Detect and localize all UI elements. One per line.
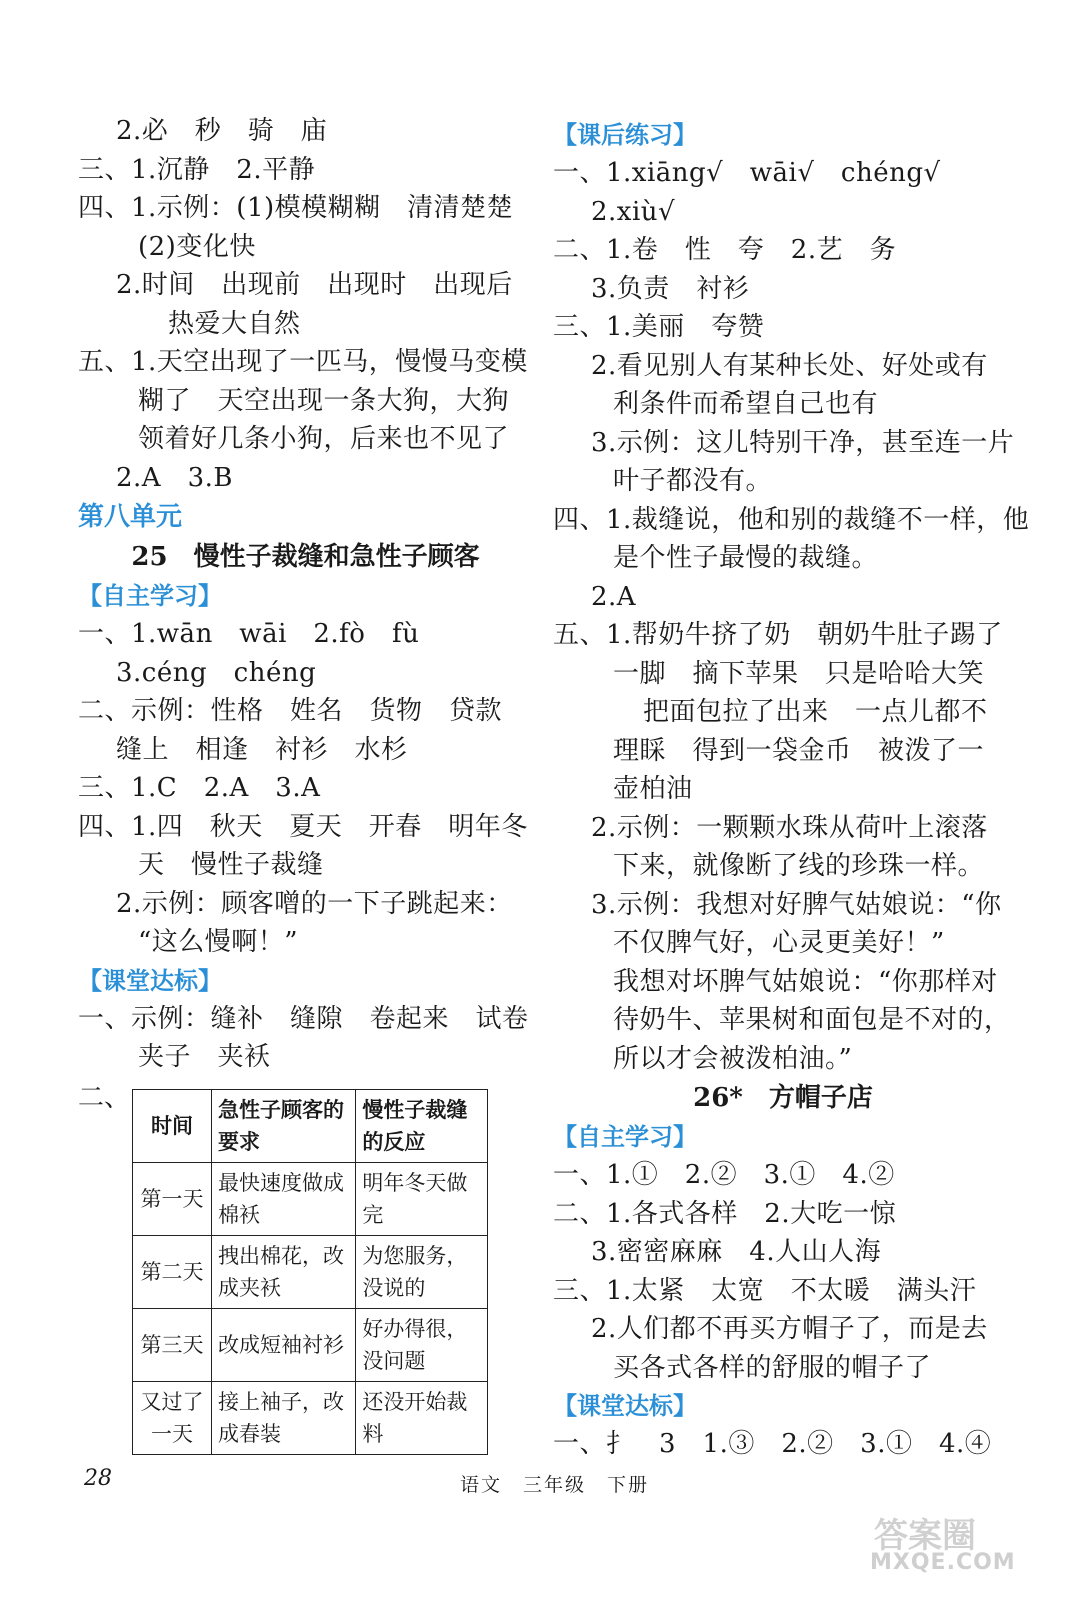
table-cell: 第三天 (133, 1308, 212, 1381)
table-cell: 好办得很，没问题 (356, 1308, 488, 1381)
answer-line: 壶柏油 (613, 774, 693, 804)
lesson-title: 26* 方帽子店 (693, 1083, 873, 1113)
answer-line: 一、1.wān wāi 2.fò fù (78, 619, 420, 649)
right-column (553, 116, 1030, 1464)
table-cell: 为您服务，没说的 (356, 1235, 488, 1308)
answer-line: 下来，就像断了线的珍珠一样。 (613, 851, 985, 881)
table-cell: 接上袖子，改成春装 (212, 1381, 356, 1454)
answer-line: 3.密密麻麻 4.人山人海 (591, 1237, 882, 1267)
table-cell: 第一天 (133, 1162, 212, 1235)
answer-line: 三、1.C 2.A 3.A (78, 773, 321, 803)
answer-line: 3.céng chéng (116, 657, 317, 688)
answer-line: 2.人们都不再买方帽子了，而是去 (591, 1314, 988, 1344)
table-cell: 第二天 (133, 1235, 212, 1308)
table-cell: 拽出棉花，改成夹袄 (212, 1235, 356, 1308)
answer-line: 不仅脾气好，心灵更美好！” (613, 928, 945, 958)
answer-line: 糊了 天空出现一条大狗，大狗 (138, 385, 510, 416)
page-number: 28 (84, 1466, 112, 1491)
answer-line: 所以才会被泼柏油。” (613, 1043, 853, 1074)
table-header-cell: 时间 (133, 1089, 212, 1162)
section-heading: 【自主学习】 (553, 1123, 697, 1151)
answer-line: 把面包拉了出来 一点儿都不 (643, 697, 988, 727)
answer-line: 2.A 3.B (116, 462, 233, 493)
answer-line: 热爱大自然 (168, 308, 301, 339)
answer-line: 领着好几条小狗，后来也不见了 (138, 424, 510, 454)
lesson-title: 25 慢性子裁缝和急性子顾客 (131, 542, 480, 572)
answer-line: 3.负责 衬衫 (591, 273, 750, 304)
table-cell: 最快速度做成棉袄 (212, 1162, 356, 1235)
answer-line: 夹子 夹袄 (138, 1042, 271, 1072)
answer-line: 待奶牛、苹果树和面包是不对的， (613, 1005, 1011, 1035)
answer-line: 四、1.裁缝说，他和别的裁缝不一样，他 (553, 504, 1030, 535)
book-info: 语文 三年级 下册 (460, 1474, 650, 1496)
answer-line: 二、示例：性格 姓名 货物 贷款 (78, 696, 503, 726)
table-row (133, 1235, 488, 1308)
left-column (78, 112, 533, 1467)
answer-line: 四、1.四 秋天 夏天 开春 明年冬 (78, 811, 528, 842)
table-cell: 明年冬天做完 (356, 1162, 488, 1235)
answer-line: 一、示例：缝补 缝隙 卷起来 试卷 (78, 1003, 529, 1034)
answer-line: “这么慢啊！” (138, 927, 299, 957)
section-heading: 【课后练习】 (553, 121, 697, 149)
answer-line: 2.时间 出现前 出现时 出现后 (116, 270, 513, 300)
answer-line: 3.示例：我想对好脾气姑娘说：“你 (591, 889, 1002, 920)
answer-line: 三、1.美丽 夸赞 (553, 312, 765, 342)
answer-line: 一脚 摘下苹果 只是哈哈大笑 (613, 658, 985, 689)
watermark-url: MXQE.COM (870, 1550, 1016, 1575)
answer-line: (2)变化快 (138, 231, 256, 262)
answer-line: 买各式各样的舒服的帽子了 (613, 1352, 932, 1383)
answer-table (132, 1089, 488, 1455)
answer-line: 五、1.帮奶牛挤了奶 朝奶牛肚子踢了 (553, 620, 1003, 650)
section-heading: 【自主学习】 (78, 582, 222, 610)
table-header-cell: 急性子顾客的要求 (212, 1089, 356, 1162)
answer-line: 理睬 得到一袋金币 被泼了一 (613, 735, 985, 766)
answer-line: 利条件而希望自己也有 (613, 389, 879, 419)
answer-line: 是个性子最慢的裁缝。 (613, 543, 879, 573)
answer-line: 五、1.天空出现了一匹马，慢慢马变模 (78, 347, 528, 377)
unit-title: 第八单元 (78, 502, 183, 532)
section-heading: 【课堂达标】 (78, 966, 222, 995)
answer-line: 一、1.xiāng√ wāi√ chéng√ (553, 158, 941, 188)
table-row (133, 1162, 488, 1235)
answer-line: 2.示例：一颗颗水珠从荷叶上滚落 (591, 812, 988, 843)
answer-line: 一、扌 3 1.③ 2.② 3.① 4.④ (553, 1429, 992, 1459)
answer-line: 缝上 相逢 衬衫 水杉 (116, 734, 408, 765)
table-cell: 改成短袖衬衫 (212, 1308, 356, 1381)
answer-line: 二、1.各式各样 2.大吃一惊 (553, 1198, 897, 1229)
table-header-cell: 慢性子裁缝的反应 (356, 1089, 488, 1162)
answer-line: 2.xiù√ (591, 196, 676, 227)
answer-line: 二、1.卷 性 夸 2.艺 务 (553, 235, 897, 265)
table-question-number: 二、 (78, 1082, 131, 1113)
answer-line: 三、1.太紧 太宽 不太暖 满头汗 (553, 1275, 977, 1306)
watermark-logo: 答案圈 (874, 1516, 976, 1556)
answer-line: 2.示例：顾客噌的一下子跳起来： (116, 888, 513, 919)
table-cell: 又过了一天 (133, 1381, 212, 1454)
answer-line: 2.A (591, 581, 637, 612)
page-footer (0, 1466, 1065, 1506)
answer-table-block (78, 1077, 533, 1467)
table-cell: 还没开始裁料 (356, 1381, 488, 1454)
answer-line: 2.看见别人有某种长处、好处或有 (591, 350, 988, 381)
table-row (133, 1381, 488, 1454)
answer-line: 3.示例：这儿特别干净，甚至连一片 (591, 427, 1015, 458)
table-row (133, 1308, 488, 1381)
answer-line: 四、1.示例：(1)模模糊糊 清清楚楚 (78, 193, 514, 223)
table-header-row (133, 1089, 488, 1162)
answer-line: 叶子都没有。 (613, 466, 773, 496)
answer-line: 三、1.沉静 2.平静 (78, 154, 316, 185)
answer-line: 一、1.① 2.② 3.① 4.② (553, 1160, 895, 1190)
answer-line: 天 慢性子裁缝 (138, 850, 324, 880)
section-heading: 【课堂达标】 (553, 1392, 697, 1420)
answer-line: 2.必 秒 骑 庙 (116, 116, 328, 146)
answer-line: 我想对坏脾气姑娘说：“你那样对 (613, 966, 998, 997)
